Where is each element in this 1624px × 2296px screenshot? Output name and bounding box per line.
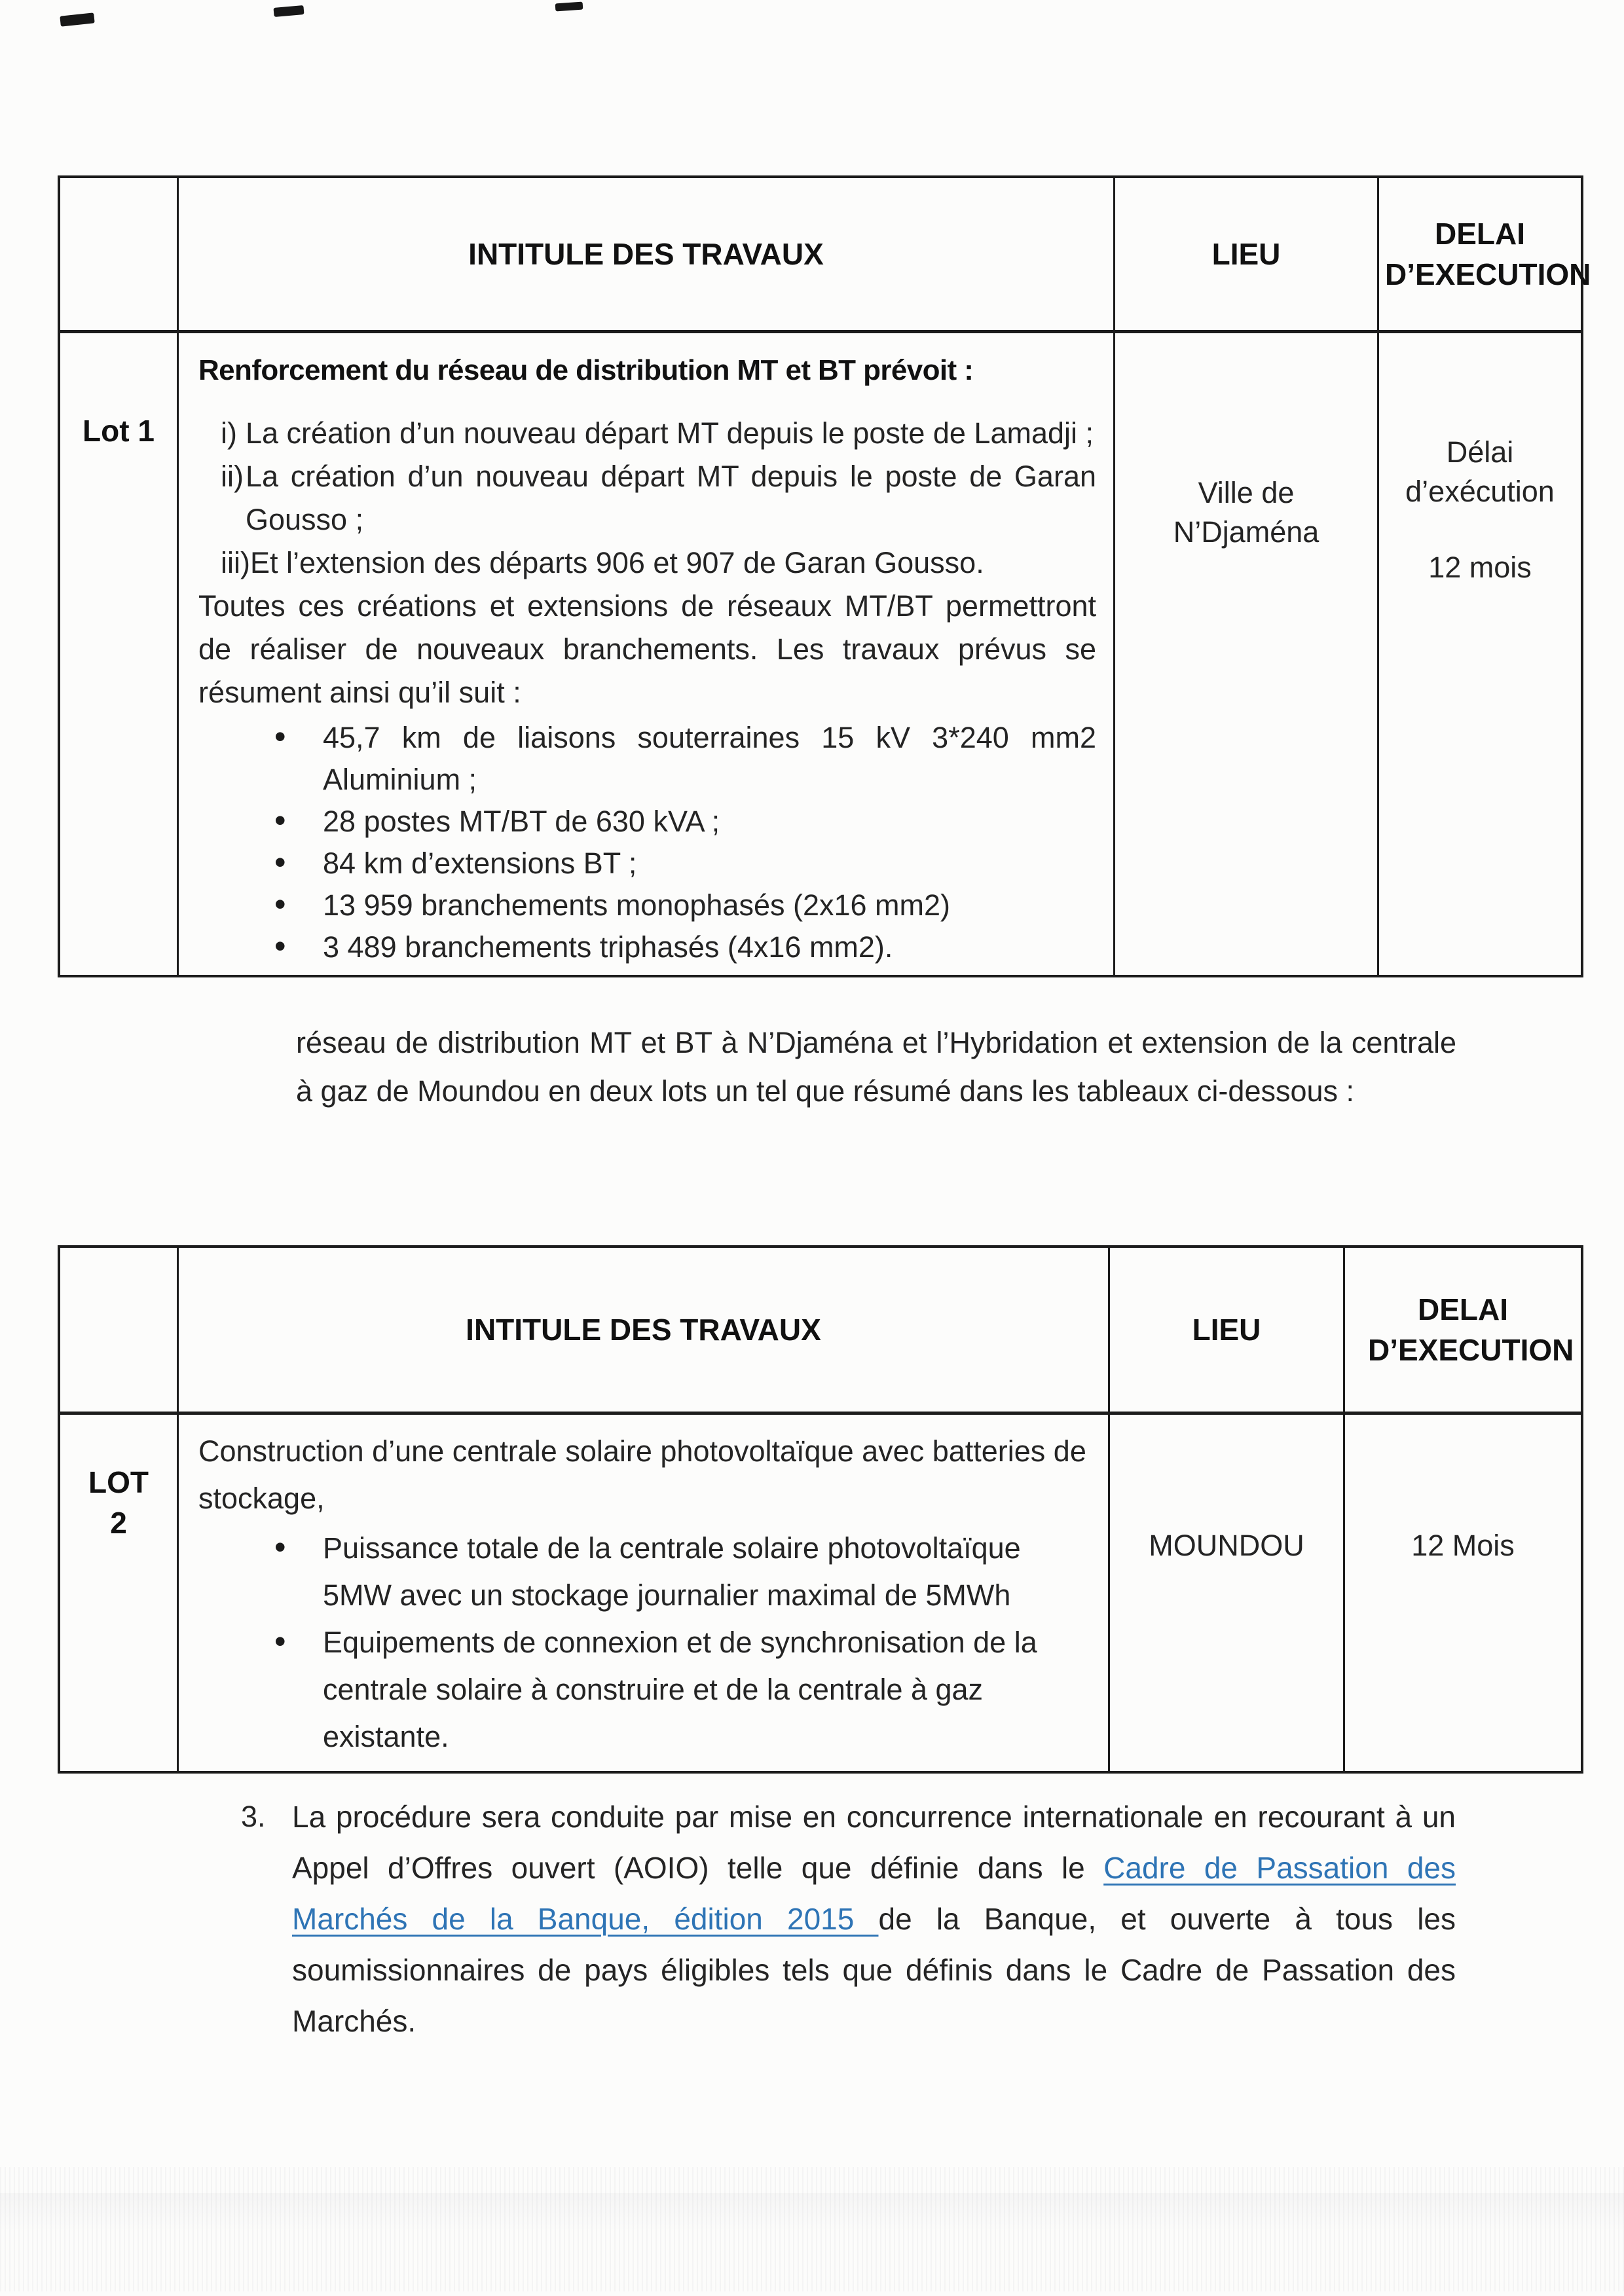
lot1-delai-cell	[1377, 330, 1581, 975]
procedure-text-after-link: de la Banque, et ouverte à tous les soumissionnaires de pays éligibles tels que définis dans le Cadre de Passation des Marchés.	[292, 1902, 1456, 2038]
procedure-paragraph	[292, 1791, 1456, 2047]
lot1-header-delai	[1377, 178, 1591, 330]
scan-noise-band	[0, 2193, 1624, 2232]
lot1-lieu-cell	[1113, 330, 1377, 975]
scan-artifact-mark	[273, 5, 304, 17]
list-item: • 28 postes MT/BT de 630 kVA ;	[198, 801, 1096, 843]
scan-artifact-mark	[555, 2, 583, 12]
header-lieu-label: LIEU	[1211, 236, 1281, 271]
lot2-bullet-list	[198, 1525, 1091, 1760]
lot1-table	[58, 175, 1591, 977]
procedure-text-before-link: La procédure sera conduite par mise en concurrence internationale en recourant à un Appel d’Offres ouvert (AOIO) telle que définie dans le	[292, 1800, 1456, 1885]
list-marker: iii)	[221, 546, 250, 579]
lot2-label-line2: 2	[110, 1506, 127, 1540]
header-delai-label: DELAI D’EXECUTION	[1368, 1292, 1574, 1367]
lot2-label-cell	[60, 1412, 177, 1771]
lot1-header-intitule	[177, 178, 1113, 330]
lot2-delai-value: 12 Mois	[1411, 1529, 1515, 1562]
procedure-item	[241, 1791, 1456, 2047]
list-item	[198, 541, 1096, 585]
item-number: 3.	[241, 1800, 266, 1833]
procurement-framework-link[interactable]: Cadre de Passation des Marchés de la Banque, édition 2015	[292, 1851, 1456, 1936]
lot1-works-cell	[177, 330, 1113, 975]
scan-artifact-mark	[60, 12, 94, 26]
list-text: Et l’extension des départs 906 et 907 de Garan Gousso.	[249, 546, 984, 579]
header-intitule-label: INTITULE DES TRAVAUX	[468, 236, 824, 271]
list-item: • 13 959 branchements monophasés (2x16 mm2)	[198, 884, 1096, 926]
lot2-delai-cell	[1343, 1412, 1581, 1771]
lot1-delai-label: Délai d’exécution	[1405, 435, 1555, 508]
list-item	[198, 412, 1096, 455]
lot1-works-title: Renforcement du réseau de distribution MT et BT prévoit :	[198, 354, 974, 386]
lot1-label: Lot 1	[83, 414, 155, 448]
list-item: • Equipements de connexion et de synchronisation de la centrale solaire à construire et de la centrale à gaz existante.	[198, 1619, 1091, 1760]
header-intitule-label: INTITULE DES TRAVAUX	[466, 1312, 821, 1347]
lot2-works-title: Construction d’une centrale solaire photovoltaïque avec batteries de stockage,	[198, 1434, 1086, 1515]
lot1-bullet-list	[198, 717, 1096, 968]
list-item: • Puissance totale de la centrale solaire photovoltaïque 5MW avec un stockage journalier maximal de 5MWh	[198, 1525, 1091, 1619]
lot2-works-cell	[177, 1412, 1108, 1771]
lot2-header-empty	[60, 1248, 177, 1412]
lot2-label-line1: LOT	[88, 1465, 149, 1499]
lot1-header-empty	[60, 178, 177, 330]
list-item: • 84 km d’extensions BT ;	[198, 843, 1096, 884]
list-item: • 45,7 km de liaisons souterraines 15 kV 3*240 mm2 Aluminium ;	[198, 717, 1096, 801]
header-delai-label: DELAI D’EXECUTION	[1385, 216, 1591, 291]
lot1-delai-value: 12 mois	[1428, 551, 1532, 584]
lot1-label-cell	[60, 330, 177, 975]
list-text: La création d’un nouveau départ MT depuis le poste de Lamadji ;	[246, 416, 1094, 450]
lot2-header-delai	[1343, 1248, 1581, 1412]
lot2-table	[58, 1245, 1583, 1774]
lot1-header-lieu	[1113, 178, 1377, 330]
lot2-header-intitule	[177, 1248, 1108, 1412]
lot1-roman-list	[198, 412, 1096, 585]
lot2-header-lieu	[1108, 1248, 1343, 1412]
list-marker: ii)	[221, 460, 244, 493]
list-item	[198, 455, 1096, 541]
header-lieu-label: LIEU	[1192, 1312, 1261, 1347]
continuation-paragraph: réseau de distribution MT et BT à N’Djaména et l’Hybridation et extension de la centrale à gaz de Moundou en deux lots un tel que résumé dans les tableaux ci-dessous :	[296, 1026, 1456, 1108]
lot1-summary-paragraph: Toutes ces créations et extensions de réseaux MT/BT permettront de réaliser de nouveaux branchements. Les travaux prévus se résument ainsi qu’il suit :	[198, 589, 1096, 709]
lot1-lieu-value: Ville de N’Djaména	[1173, 476, 1320, 549]
list-item: • 3 489 branchements triphasés (4x16 mm2).	[198, 926, 1096, 968]
lot2-lieu-value: MOUNDOU	[1149, 1529, 1304, 1562]
list-marker: i)	[221, 416, 237, 450]
list-text: La création d’un nouveau départ MT depuis le poste de Garan Gousso ;	[246, 460, 1096, 536]
lot2-lieu-cell	[1108, 1412, 1343, 1771]
